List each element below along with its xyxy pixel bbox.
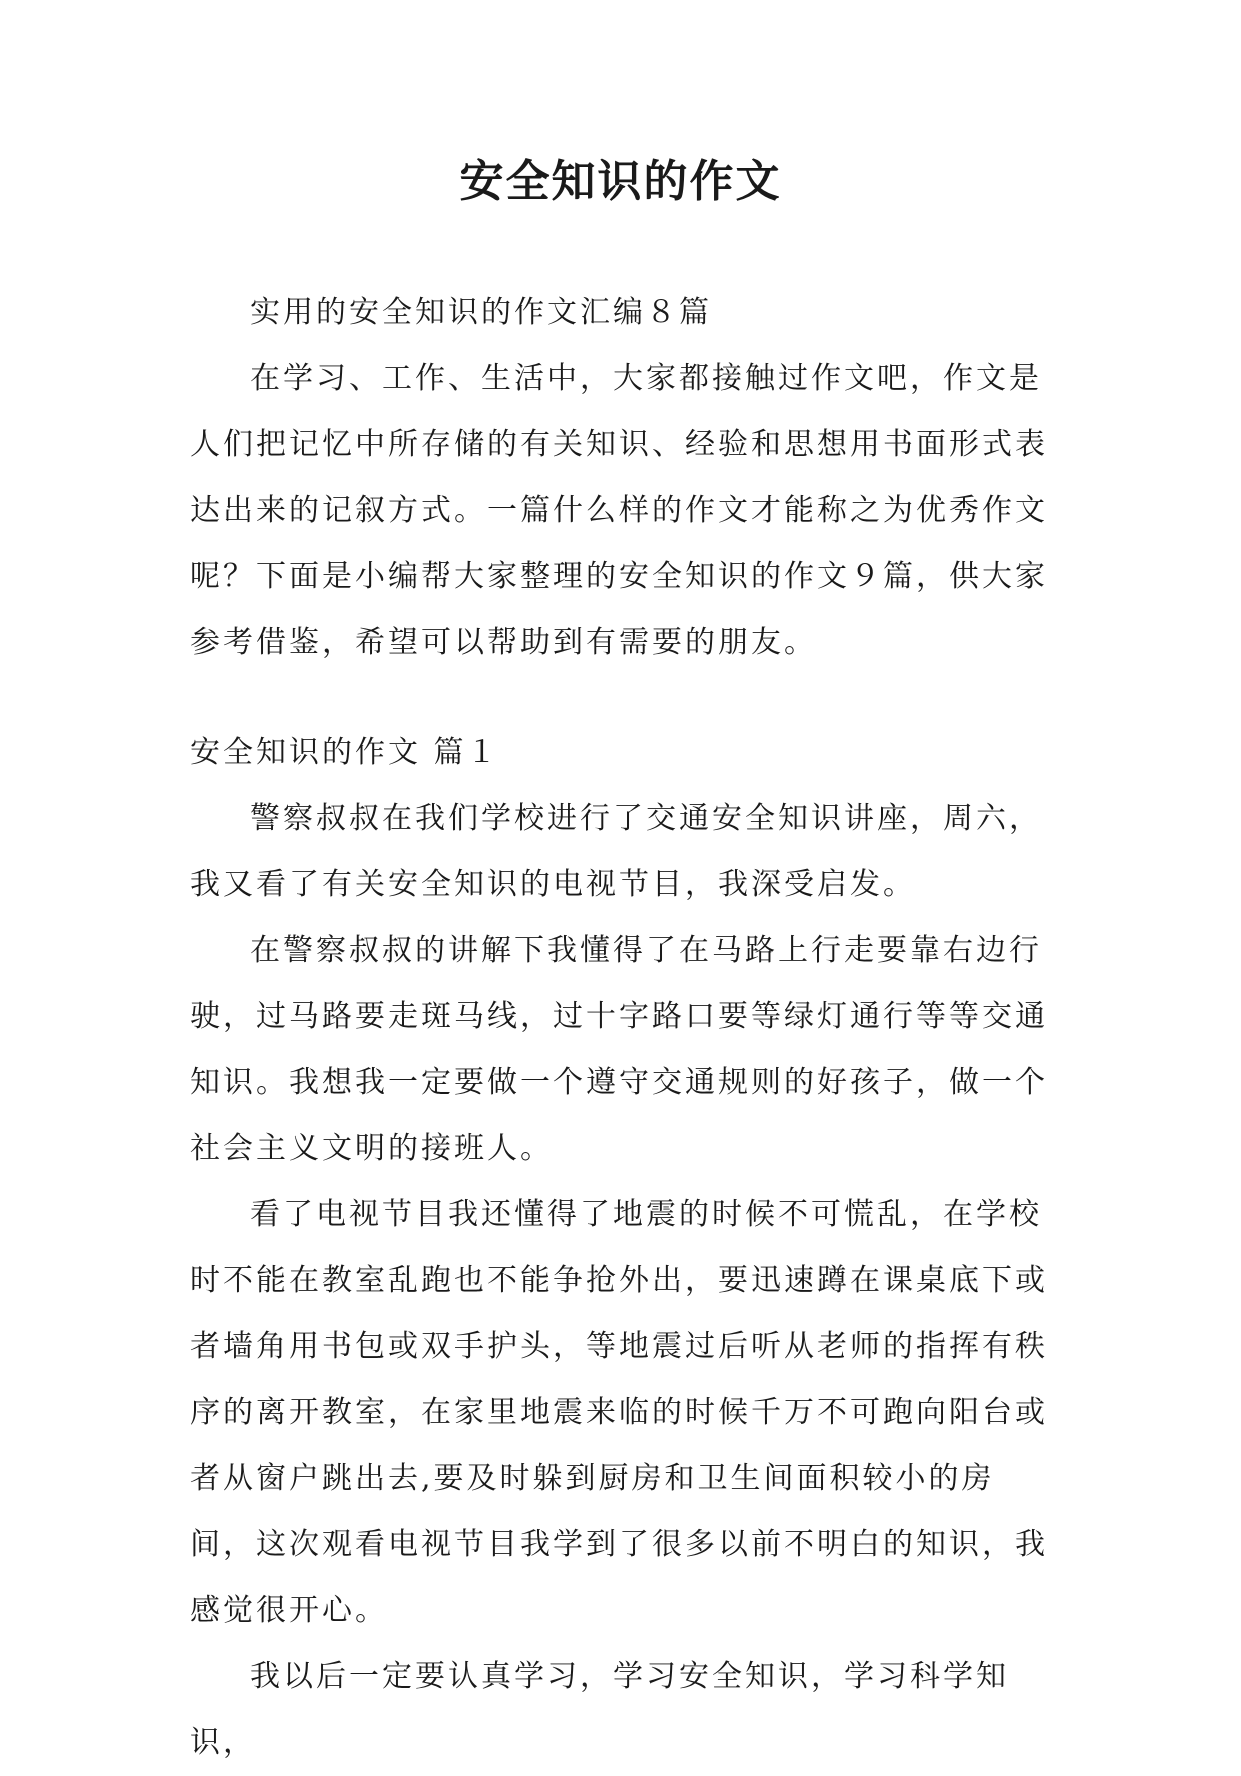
essay-paragraph: 我以后一定要认真学习，学习安全知识，学习科学知识， [190,1659,1009,1760]
essay-paragraph: 看了电视节目我还懂得了地震的时候不可慌乱，在学校时不能在教室乱跑也不能争抢外出，要迅速蹲在课桌底下或者墙角用书包或双手护头，等地震过后听从老师的指挥有秩序的离开教室，在家里地震来临的时候千万不可跑向阳台或者从窗户跳出去,要及时躲到厨房和卫生间面积较小的房间，这次观看电视节目我学到了很多以前不明白的知识，我感觉很开心。 [190,1197,1048,1628]
intro-paragraph: 在学习、工作、生活中，大家都接触过作文吧，作文是人们把记忆中所存储的有关知识、经验和思想用书面形式表达出来的记叙方式。一篇什么样的作文才能称之为优秀作文呢？下面是小编帮大家整理的安全知识的作文９篇，供大家参考借鉴，希望可以帮助到有需要的朋友。 [190,361,1048,660]
collection-subtitle: 实用的安全知识的作文汇编８篇 [250,295,712,330]
document-body [190,280,1054,1776]
document-title: 安全知识的作文 [459,156,782,207]
section-heading: 安全知识的作文 篇１ [190,735,500,770]
essay-paragraph: 警察叔叔在我们学校进行了交通安全知识讲座，周六，我又看了有关安全知识的电视节目，我深受启发。 [190,801,1042,902]
essay-paragraph: 在警察叔叔的讲解下我懂得了在马路上行走要靠右边行驶，过马路要走斑马线，过十字路口要等绿灯通行等等交通知识。我想我一定要做一个遵守交通规则的好孩子，做一个社会主义文明的接班人。 [190,933,1048,1166]
